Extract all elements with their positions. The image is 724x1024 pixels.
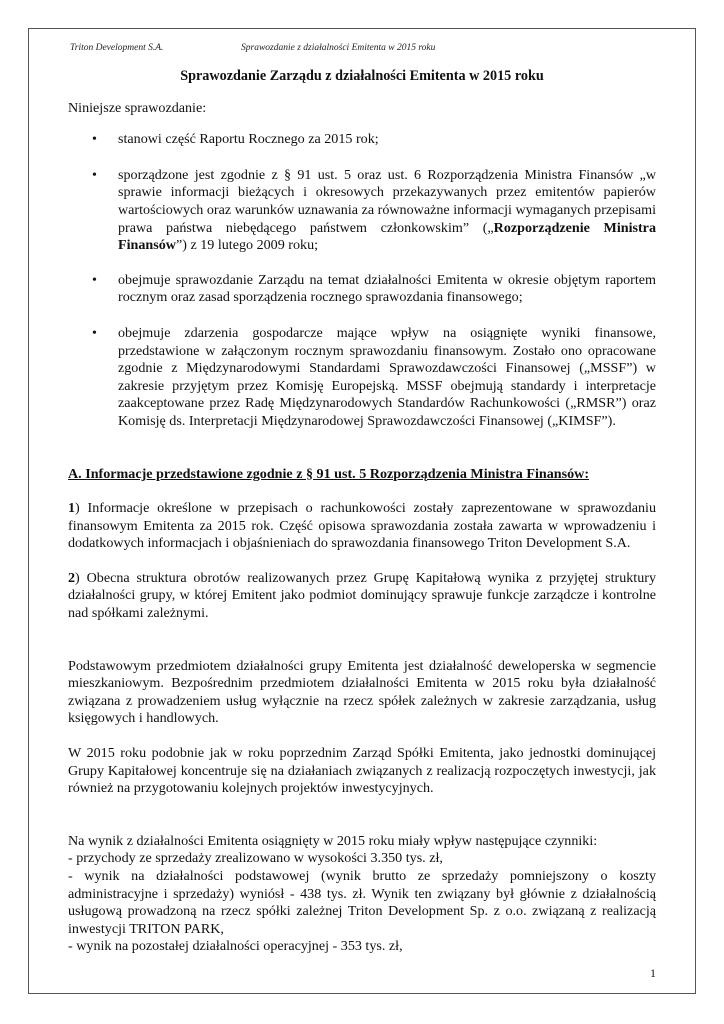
paragraph-5-line-1: - przychody ze sprzedaży zrealizowano w wysokości 3.350 tys. zł, xyxy=(68,850,443,867)
bullet-text-end: ”) z 19 lutego 2009 roku; xyxy=(175,237,319,254)
paragraph-2-number: 2 xyxy=(68,569,76,586)
bullet-icon: • xyxy=(92,132,97,148)
paragraph-4: W 2015 roku podobnie jak w roku poprzednim Zarząd Spółki Emitenta, jako jednostki dominującej Grupy Kapitałowej koncentruje się na działaniach związanych z realizacją rozpoczętych inwestycji, jak również na przygotowaniu kolejnych projektów inwestycyjnych. xyxy=(68,745,656,797)
bullet-text: obejmuje sprawozdanie Zarządu na temat działalności Emitenta w okresie objętym raportem rocznym oraz zasad sporządzenia rocznego sprawozdania finansowego; xyxy=(118,271,656,306)
header-doc-title: Sprawozdanie z działalności Emitenta w 2015 roku xyxy=(241,43,436,53)
paragraph-1-text: ) Informacje określone w przepisach o rachunkowości zostały zaprezentowane w sprawozdaniu finansowym Emitenta za 2015 rok. Część opisowa sprawozdania została zawarta w wprowadzeniu i dodatkowych informacjach i objaśnieniach do sprawozdania finansowego Triton Development S.A. xyxy=(68,500,656,552)
document-body xyxy=(68,68,656,956)
bullet-item xyxy=(68,167,656,255)
intro-text: Niniejsze sprawozdanie: xyxy=(68,99,207,116)
bullet-item xyxy=(68,272,656,307)
bullet-list xyxy=(68,131,656,430)
paragraph-1-number: 1 xyxy=(68,500,76,517)
bullet-text-bold: Rozporządzenie Ministra Finansów xyxy=(118,219,656,254)
page-number: 1 xyxy=(650,966,656,980)
header-company: Triton Development S.A. xyxy=(70,43,164,53)
bullet-icon: • xyxy=(92,167,97,183)
section-a-heading: A. Informacje przedstawione zgodnie z § 91 ust. 5 Rozporządzenia Ministra Finansów: xyxy=(68,465,590,482)
bullet-icon: • xyxy=(92,325,97,341)
paragraph-5-line-3: - wynik na pozostałej działalności operacyjnej - 353 tys. zł, xyxy=(68,938,403,955)
paragraph-1 xyxy=(68,500,656,553)
paragraph-5-intro: Na wynik z działalności Emitenta osiągnięty w 2015 roku miały wpływ następujące czynniki: xyxy=(68,832,598,849)
document-title: Sprawozdanie Zarządu z działalności Emitenta w 2015 roku xyxy=(180,68,544,84)
paragraph-2-text: ) Obecna struktura obrotów realizowanych przez Grupę Kapitałową wynika z przyjętej struktury działalności grupy, w której Emitent jako podmiot dominujący sprawuje funkcje zarządcze i kontrolne nad spółkami zależnymi. xyxy=(68,569,656,622)
bullet-item xyxy=(68,131,656,149)
paragraph-2 xyxy=(68,570,656,623)
bullet-text: stanowi część Raportu Rocznego za 2015 rok; xyxy=(118,131,379,148)
paragraph-3: Podstawowym przedmiotem działalności grupy Emitenta jest działalność deweloperska w segmencie mieszkaniowym. Bezpośrednim przedmiotem działalności Emitenta w 2015 roku była działalność związana z prowadzeniem usług wyłącznie na rzecz spółek zależnych w zakresie zarządzania, usług księgowych i handlowych. xyxy=(68,657,656,727)
bullet-icon: • xyxy=(92,272,97,288)
paragraph-5-line-2: - wynik na działalności podstawowej (wynik brutto ze sprzedaży pomniejszony o koszty administracyjne i sprzedaży) wyniósł - 438 tys. zł. Wynik ten związany był głównie z działalnością usługową prowadzoną na rzecz spółki zależnej Triton Development Sp. z o.o. związaną z realizacją inwestycji TRITON PARK, xyxy=(68,868,656,937)
bullet-text: sporządzone jest zgodnie z § 91 ust. 5 oraz ust. 6 Rozporządzenia Ministra Finansów „w sprawie informacji bieżących i okresowych przekazywanych przez emitentów papierów wartościowych oraz warunków uznawania za równoważne informacji wymaganych przepisami prawa państwa niebędącego państwem członkowskim” („ xyxy=(118,166,656,236)
bullet-text: obejmuje zdarzenia gospodarcze mające wpływ na osiągnięte wyniki finansowe, przedstawione w załączonym rocznym sprawozdaniu finansowym. Zostało ono opracowane zgodnie z Międzynarodowymi Standardami Sprawozdawczości Finansowej („MSSF”) w zakresie przyjętym przez Komisję Europejską. MSSF obejmują standardy i interpretacje zaakceptowane przez Radę Międzynarodowych Standardów Rachunkowości („RMSR”) oraz Komisję ds. Interpretacji Międzynarodowej Sprawozdawczości Finansowej („KIMSF”). xyxy=(118,324,656,429)
bullet-item xyxy=(68,325,656,431)
